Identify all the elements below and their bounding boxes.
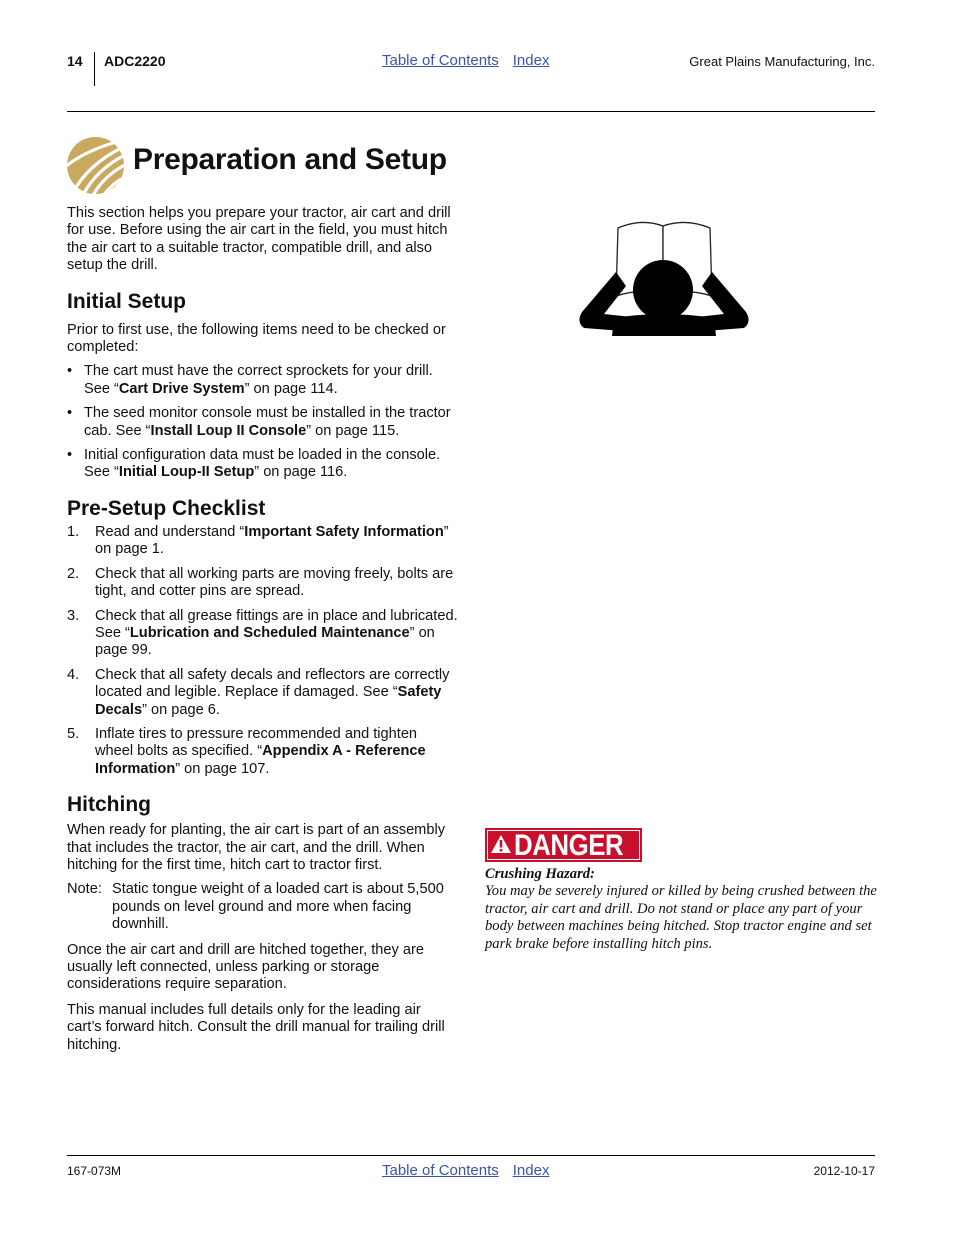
- footer-rule: [67, 1155, 875, 1156]
- list-item: 5. Inflate tires to pressure recommended and tighten wheel bolts as specified. “Appendix A - Reference Information” on page 107.: [67, 725, 426, 777]
- list-item: • The cart must have the correct sprockets for your drill. See “Cart Drive System” on page 114.: [67, 363, 433, 397]
- hazard-title: Crushing Hazard:: [485, 866, 595, 882]
- toc-link[interactable]: Table of Contents: [382, 1162, 499, 1179]
- hazard-text: You may be severely injured or killed by being crushed between the tractor, air cart and drill. Do not stand or place any part of your body between machines being hitched. Stop tractor engine and set park brake before installing hitch pins.: [485, 883, 877, 952]
- list-item: • The seed monitor console must be installed in the tractor cab. See “Install Loup II Console” on page 115.: [67, 405, 451, 439]
- hitching-heading: Hitching: [67, 793, 151, 817]
- checklist-heading: Pre-Setup Checklist: [67, 496, 266, 520]
- page-number: 14: [67, 53, 83, 69]
- list-item: • Initial configuration data must be loaded in the console. See “Initial Loup-II Setup” on page 116.: [67, 447, 441, 481]
- index-link[interactable]: Index: [512, 1162, 550, 1179]
- initial-setup-lead: Prior to first use, the following items need to be checked or completed:: [67, 321, 446, 356]
- document-code: 167-073M: [67, 1164, 122, 1178]
- header-divider: [94, 52, 95, 86]
- hitching-paragraph: This manual includes full details only for the leading air cart’s forward hitch. Consult the drill manual for trailing drill hitching.: [67, 1001, 445, 1053]
- hitching-paragraph: Once the air cart and drill are hitched together, they are usually left connected, unless parking or storage considerations require separation.: [67, 941, 424, 993]
- list-item: 3. Check that all grease fittings are in place and lubricated. See “Lubrication and Scheduled Maintenance” on page 99.: [67, 607, 458, 659]
- hazard-message: [485, 866, 877, 953]
- index-link[interactable]: Index: [512, 52, 550, 69]
- danger-signal-word: DANGER: [485, 828, 642, 862]
- note: Note: Static tongue weight of a loaded cart is about 5,500 pounds on level ground and more when facing downhill.: [67, 881, 444, 933]
- document-date: 2012-10-17: [813, 1164, 875, 1178]
- model-name: ADC2220: [104, 53, 166, 69]
- main-content: [67, 205, 459, 1054]
- list-item: 1. Read and understand “Important Safety Information” on page 1.: [67, 523, 449, 558]
- read-manual-icon: [576, 214, 751, 339]
- initial-setup-heading: Initial Setup: [67, 289, 187, 313]
- hitching-paragraph: When ready for planting, the air cart is part of an assembly that includes the tractor, the air cart, and the drill. When hitching for the first time, hitch cart to tractor first.: [67, 822, 445, 873]
- footer-nav: [382, 1162, 563, 1179]
- header-rule: [67, 111, 875, 112]
- company-name: Great Plains Manufacturing, Inc.: [689, 54, 875, 69]
- page-title: Preparation and Setup: [133, 143, 447, 176]
- toc-link[interactable]: Table of Contents: [382, 52, 499, 69]
- list-item: 2. Check that all working parts are moving freely, bolts are tight, and cotter pins are spread.: [67, 565, 454, 600]
- intro-paragraph: This section helps you prepare your tractor, air cart and drill for use. Before using the air cart in the field, you must hitch the air cart to a suitable tractor, compatible drill, and also setup the drill.: [67, 205, 451, 274]
- list-item: 4. Check that all safety decals and reflectors are correctly located and legible. Replace if damaged. See “Safety Decals” on page 6.: [67, 666, 450, 718]
- great-plains-logo-icon: [67, 137, 124, 194]
- header-nav: [382, 52, 563, 69]
- warning-triangle-icon: [490, 834, 512, 854]
